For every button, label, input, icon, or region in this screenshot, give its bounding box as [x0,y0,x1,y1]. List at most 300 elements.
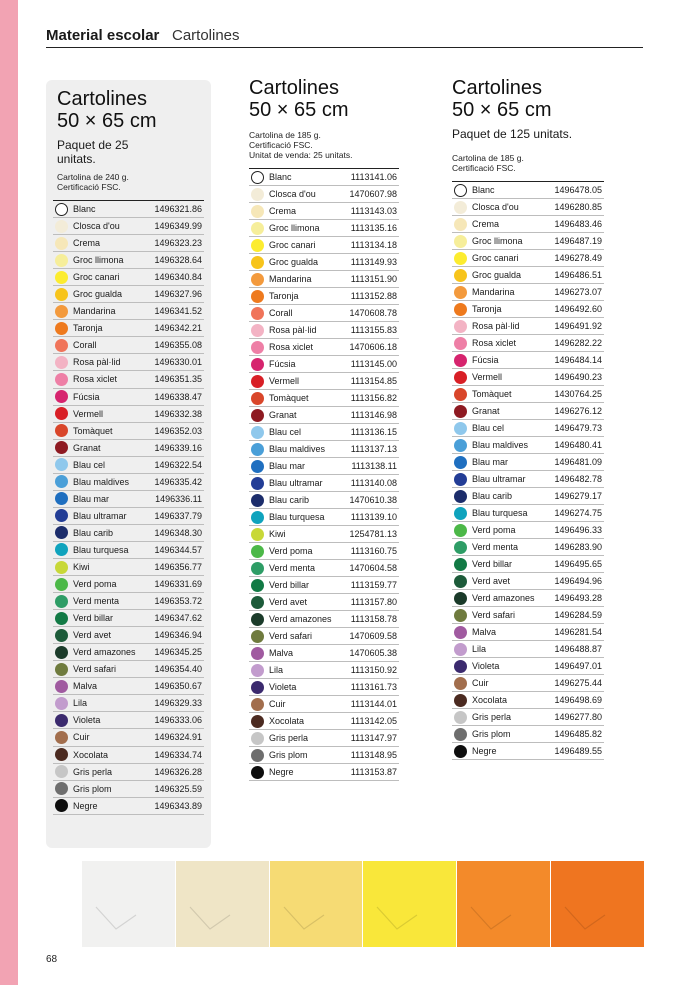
color-row [249,560,399,577]
color-row [249,237,399,254]
color-swatch-icon [55,288,68,301]
color-swatch-icon [55,492,68,505]
product-code: 1496284.59 [554,610,602,620]
color-row [452,352,604,369]
color-name: Granat [472,406,500,416]
product-code: 1496332.38 [154,408,202,419]
product-code: 1496498.69 [554,695,602,705]
note-weight: Cartolina de 240 g. [57,172,129,182]
product-code: 1496327.96 [154,289,202,300]
product-code: 1496497.01 [554,661,602,671]
color-swatch-icon [454,473,467,486]
color-swatch-icon [454,320,467,333]
color-list [452,181,604,760]
color-name: Gris plom [472,729,511,739]
corner-fold-icon [469,903,513,933]
product-code: 1496338.47 [154,391,202,402]
color-name: Groc canari [472,253,519,263]
color-swatch-icon [55,271,68,284]
color-swatch-icon [454,711,467,724]
product-code: 1496494.96 [554,576,602,586]
color-swatch-icon [55,441,68,454]
color-row [53,712,204,729]
product-code: 1496490.23 [554,372,602,382]
color-name: Fúcsia [73,391,100,402]
color-swatch-icon [251,426,264,439]
page-edge-strip [0,0,18,985]
color-row [249,628,399,645]
product-code: 1496486.51 [554,270,602,280]
product-code: 1113138.11 [351,461,397,471]
color-row [53,440,204,457]
color-row [249,764,399,781]
product-code: 1496341.52 [154,306,202,317]
color-row [452,658,604,675]
color-name: Corall [269,308,293,318]
color-row [249,696,399,713]
color-row [249,492,399,509]
color-name: Gris plom [269,750,308,760]
product-code: 1113136.15 [350,427,397,437]
color-swatch-icon [454,660,467,673]
color-row [53,798,204,815]
product-code: 1496282.22 [554,338,602,348]
color-row [452,250,604,267]
product-title [249,77,399,121]
color-swatch-icon [55,612,68,625]
color-swatch-icon [251,443,264,456]
color-swatch-icon [454,252,467,265]
product-code: 1496283.90 [554,542,602,552]
color-row [53,303,204,320]
cardboard-samples [82,861,644,947]
color-name: Vermell [73,408,104,419]
product-title-line1: Cartolines [249,77,340,99]
color-name: Blau carib [73,527,114,538]
color-row [452,199,604,216]
color-swatch-icon [251,511,264,524]
color-row [249,424,399,441]
color-name: Verd safari [472,610,516,620]
color-swatch-icon [454,626,467,639]
color-row [53,286,204,303]
color-swatch-icon [251,341,264,354]
color-name: Taronja [73,323,103,334]
corner-fold-icon [282,903,326,933]
product-code: 1496329.33 [154,698,202,709]
color-row [53,371,204,388]
color-name: Blau mar [73,493,110,504]
product-title-line2: 50 × 65 cm [57,110,157,132]
product-code: 1496482.78 [554,474,602,484]
color-swatch-icon [55,220,68,233]
color-row [452,182,604,199]
product-code: 1496277.80 [554,712,602,722]
cardboard-sample [82,861,175,947]
color-name: Vermell [472,372,503,382]
product-code: 1496275.44 [554,678,602,688]
product-code: 1113151.90 [350,274,397,284]
color-name: Blau carib [472,491,513,501]
color-swatch-icon [55,407,68,420]
color-name: Vermell [269,376,300,386]
color-row [452,692,604,709]
color-row [53,457,204,474]
color-swatch-icon [55,731,68,744]
product-code: 1113157.80 [350,597,397,607]
color-row [53,593,204,610]
color-swatch-icon [251,188,264,201]
color-row [452,233,604,250]
color-name: Blau cel [73,459,106,470]
section-title: Material escolar [46,27,160,44]
color-name: Groc gualda [269,257,319,267]
color-swatch-icon [55,424,68,437]
color-swatch-icon [55,322,68,335]
color-name: Verd menta [73,596,120,607]
color-swatch-icon [454,405,467,418]
color-row [249,305,399,322]
color-name: Rosa xiclet [269,342,314,352]
color-name: Crema [472,219,500,229]
note-weight: Cartolina de 185 g. [249,130,321,140]
corner-fold-icon [188,903,232,933]
note-certification: Certificació FSC. [249,140,313,150]
color-name: Malva [73,681,98,692]
color-swatch-icon [454,201,467,214]
color-row [249,441,399,458]
color-row [452,403,604,420]
color-swatch-icon [251,375,264,388]
color-row [53,781,204,798]
color-name: Crema [73,238,101,249]
product-code: 1113139.10 [350,512,397,522]
color-row [452,301,604,318]
color-row [249,322,399,339]
color-swatch-icon [454,269,467,282]
color-name: Verd avet [73,630,112,641]
color-swatch-icon [55,390,68,403]
color-name: Blau maldives [472,440,529,450]
color-name: Verd billar [73,613,114,624]
color-name: Blau ultramar [269,478,323,488]
color-name: Malva [472,627,497,637]
product-code: 1496489.55 [554,746,602,756]
color-swatch-icon [251,562,264,575]
color-swatch-icon [55,578,68,591]
color-row [53,661,204,678]
color-swatch-icon [55,595,68,608]
note-unit-of-sale: Unitat de venda: 25 unitats. [249,150,353,160]
color-name: Fúcsia [472,355,499,365]
product-note [452,153,604,173]
product-code: 1496487.19 [554,236,602,246]
color-row [53,610,204,627]
product-code: 1496325.59 [154,783,202,794]
product-code: 1113160.75 [350,546,397,556]
color-swatch-icon [251,477,264,490]
product-code: 1470608.78 [349,308,397,318]
color-name: Lila [73,698,88,709]
product-code: 1496334.74 [154,749,202,760]
color-name: Verd safari [73,664,117,675]
color-name: Violeta [269,682,297,692]
color-swatch-icon [251,256,264,269]
color-swatch-icon [251,273,264,286]
color-row [53,576,204,593]
color-row [249,543,399,560]
color-row [53,235,204,252]
color-swatch-icon [454,422,467,435]
color-row [249,203,399,220]
color-row [452,505,604,522]
color-swatch-icon [251,715,264,728]
color-name: Negre [472,746,497,756]
color-swatch-icon [55,748,68,761]
color-name: Rosa pàl·lid [472,321,520,331]
color-row [452,590,604,607]
color-row [452,369,604,386]
color-row [452,539,604,556]
color-swatch-icon [251,630,264,643]
color-name: Blau carib [269,495,310,505]
color-swatch-icon [454,524,467,537]
color-swatch-icon [251,579,264,592]
product-code: 1113134.18 [350,240,397,250]
color-name: Verd amazones [73,647,136,658]
color-row [249,747,399,764]
product-code: 1496280.85 [554,202,602,212]
color-row [53,252,204,269]
product-code: 1496336.11 [155,493,202,504]
color-name: Taronja [269,291,299,301]
corner-fold-icon [563,903,607,933]
color-row [249,373,399,390]
product-code: 1496348.30 [154,527,202,538]
color-row [53,508,204,525]
color-name: Rosa xiclet [73,374,118,385]
color-name: Xocolata [472,695,508,705]
color-swatch-icon [454,677,467,690]
color-row [452,335,604,352]
page-number: 68 [46,954,58,965]
color-swatch-icon [55,305,68,318]
pack-size: Paquet de 25 unitats. [57,138,129,166]
color-name: Xocolata [73,749,109,760]
color-row [249,356,399,373]
product-code: 1470604.58 [349,563,397,573]
color-swatch-icon [251,494,264,507]
color-swatch-icon [55,561,68,574]
color-name: Verd amazones [472,593,535,603]
color-name: Verd billar [472,559,513,569]
product-code: 1496343.89 [154,800,202,811]
product-code: 1496273.07 [554,287,602,297]
color-name: Mandarina [269,274,312,284]
color-row [249,220,399,237]
color-name: Blau mar [269,461,306,471]
color-swatch-icon [454,354,467,367]
product-code: 1496346.94 [154,630,202,641]
color-row [452,216,604,233]
color-name: Closca d'ou [269,189,316,199]
color-swatch-icon [251,222,264,235]
product-title-line1: Cartolines [452,77,543,99]
color-swatch-icon [251,171,264,184]
color-name: Violeta [472,661,500,671]
product-code: 1496351.35 [154,374,202,385]
product-code: 1496281.54 [554,627,602,637]
product-code: 1496330.01 [154,357,202,368]
color-swatch-icon [55,680,68,693]
color-swatch-icon [251,239,264,252]
color-swatch-icon [55,237,68,250]
color-row [249,271,399,288]
color-name: Groc gualda [472,270,522,280]
color-row [53,644,204,661]
color-swatch-icon [251,528,264,541]
product-code: 1113152.88 [350,291,397,301]
product-code: 1496347.62 [154,613,202,624]
product-title-line1: Cartolines [57,88,148,110]
color-name: Groc llimona [269,223,320,233]
product-column-185g-25 [249,77,399,781]
color-row [452,437,604,454]
cardboard-sample [270,861,363,947]
color-row [53,627,204,644]
color-swatch-icon [251,664,264,677]
color-swatch-icon [454,728,467,741]
product-code: 1113142.05 [350,716,397,726]
product-code: 1496344.57 [154,544,202,555]
color-row [249,526,399,543]
color-row [249,662,399,679]
note-certification: Certificació FSC. [57,182,121,192]
product-code: 1496354.40 [154,664,202,675]
color-swatch-icon [55,646,68,659]
color-row [249,645,399,662]
color-name: Tomàquet [73,425,113,436]
color-name: Xocolata [269,716,305,726]
product-code: 1113159.77 [350,580,397,590]
color-swatch-icon [251,205,264,218]
product-code: 1496479.73 [554,423,602,433]
product-code: 1496345.25 [154,647,202,658]
color-swatch-icon [454,643,467,656]
color-swatch-icon [454,592,467,605]
color-row [452,488,604,505]
color-row [452,624,604,641]
color-row [53,559,204,576]
product-code: 1113161.73 [350,682,397,692]
color-name: Rosa pàl·lid [73,357,121,368]
product-code: 1496496.33 [554,525,602,535]
color-swatch-icon [251,732,264,745]
color-row [452,522,604,539]
color-row [53,474,204,491]
product-code: 1470607.98 [349,189,397,199]
product-code: 1113149.93 [350,257,397,267]
color-name: Blau ultramar [472,474,526,484]
product-code: 1496342.21 [154,323,202,334]
color-row [53,695,204,712]
color-row [452,318,604,335]
color-swatch-icon [454,303,467,316]
color-name: Groc llimona [73,255,124,266]
color-swatch-icon [251,324,264,337]
color-row [249,458,399,475]
color-row [249,407,399,424]
color-swatch-icon [55,373,68,386]
color-swatch-icon [454,184,467,197]
product-code: 1496492.60 [554,304,602,314]
product-code: 1496335.42 [154,476,202,487]
color-swatch-icon [454,507,467,520]
color-swatch-icon [251,290,264,303]
color-swatch-icon [251,409,264,422]
color-row [249,475,399,492]
color-name: Taronja [472,304,502,314]
color-swatch-icon [55,714,68,727]
product-title [57,88,204,132]
color-name: Lila [269,665,284,675]
color-name: Closca d'ou [73,221,120,232]
color-swatch-icon [55,799,68,812]
color-name: Verd menta [472,542,519,552]
color-row [452,386,604,403]
color-name: Kiwi [73,562,90,572]
color-swatch-icon [251,698,264,711]
color-name: Groc llimona [472,236,523,246]
product-code: 1496488.87 [554,644,602,654]
color-row [452,454,604,471]
product-code: 1496485.82 [554,729,602,739]
color-name: Verd menta [269,563,316,573]
color-swatch-icon [251,596,264,609]
color-swatch-icon [55,339,68,352]
subsection-title: Cartolines [172,27,240,44]
color-name: Blau turquesa [472,508,528,518]
color-swatch-icon [55,765,68,778]
color-name: Groc canari [73,272,120,283]
product-code: 1496274.75 [554,508,602,518]
color-name: Groc canari [269,240,316,250]
color-list [249,168,399,781]
color-swatch-icon [55,697,68,710]
color-name: Granat [73,442,101,453]
color-name: Verd billar [269,580,310,590]
cardboard-sample [363,861,456,947]
color-swatch-icon [454,235,467,248]
product-code: 1496355.08 [154,340,202,351]
product-code: 1113158.78 [350,614,397,624]
color-row [53,320,204,337]
color-name: Cuir [73,732,90,743]
product-code: 1496353.72 [154,596,202,607]
color-name: Blau cel [472,423,505,433]
color-name: Blanc [269,172,292,182]
product-code: 1496484.14 [554,355,602,365]
color-name: Blau maldives [269,444,326,454]
color-swatch-icon [454,558,467,571]
product-code: 1496491.92 [554,321,602,331]
color-row [249,679,399,696]
color-swatch-icon [55,475,68,488]
cardboard-sample [176,861,269,947]
product-code: 1113147.97 [350,733,397,743]
color-name: Verd poma [269,546,313,556]
color-row [452,607,604,624]
